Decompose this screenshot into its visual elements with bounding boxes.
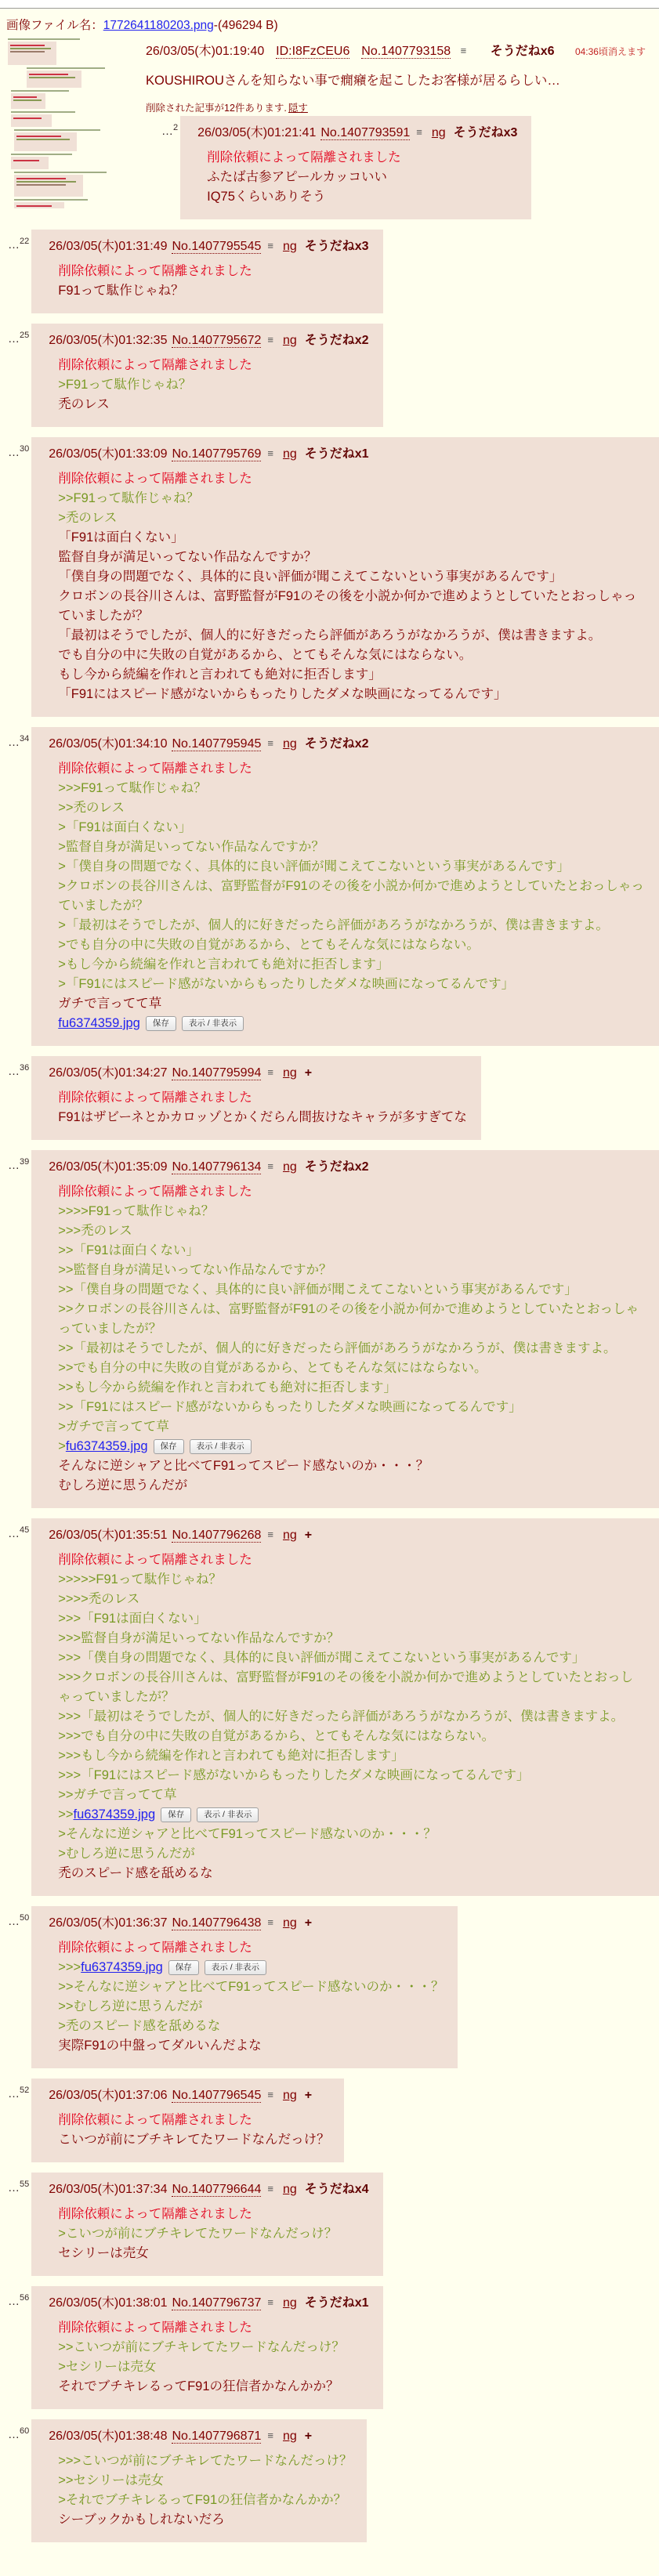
post-number[interactable]: No.1407795945: [172, 737, 262, 751]
post-header: [49, 236, 368, 254]
post-body: [58, 1182, 645, 1496]
quote-line: >>監督自身が満足いってない作品なんですか？: [58, 1263, 332, 1277]
thumb-post-block: [27, 71, 81, 88]
post-number[interactable]: No.1407795672: [172, 334, 262, 347]
thumb-red-bar: [10, 45, 45, 46]
sodane-button[interactable]: そうだねx3: [453, 126, 518, 139]
post-header: [49, 1525, 645, 1543]
post-header: [49, 2426, 352, 2444]
text-line: 禿のスピード感を舐めるな: [58, 1866, 213, 1880]
deleted-posts-text: 削除された記事が12件あります.: [146, 103, 287, 114]
quote-line: >>セシリーは売女: [58, 2473, 165, 2487]
menu-icon[interactable]: ≡: [267, 447, 273, 459]
thumb-post-header: [11, 154, 72, 155]
text-line: 実際F91の中盤ってダルいんだよな: [58, 2039, 262, 2053]
quote-line: >>こいつが前にブチキレてたワードなんだっけ？: [58, 2340, 345, 2354]
text-line: ふたば古参アピールカッコいい: [207, 170, 387, 184]
sodane-button[interactable]: そうだねx2: [304, 737, 369, 751]
toggle-visibility-button[interactable]: 表示 / 非表示: [197, 1807, 259, 1823]
post-header: [49, 2085, 329, 2103]
quarantine-notice: 削除依頼によって隔離されました: [58, 1553, 252, 1567]
post-header: [49, 443, 645, 461]
file-attachment-line: [58, 1805, 645, 1825]
sodane-button[interactable]: そうだねx3: [304, 240, 369, 253]
reply-post: [0, 1518, 659, 1896]
thumb-post-header: [11, 90, 69, 92]
quote-line: >>クロボンの長谷川さんは、富野監督がF91のその後を小説か何かで進めようとしていたとおっしゃっていましたが？: [58, 1302, 639, 1336]
quote-line: >>そんなに逆シャアと比べてF91ってスピード感ないのか・・・？: [58, 1980, 444, 1994]
quote-line: >>「僕自身の問題でなく、具体的に良い評価が聞こえてこないという事実があるんです」: [58, 1283, 578, 1297]
post-number[interactable]: No.1407796268: [172, 1529, 262, 1542]
reply-counter: …$^{34}$: [8, 734, 30, 749]
reply-post: [0, 437, 659, 717]
post-body: [207, 148, 517, 207]
thumb-post-header: [8, 38, 80, 40]
quote-line: >それでブチキレるってF91の狂信者かなんかか？: [58, 2493, 347, 2507]
quote-line: >>>こいつが前にブチキレてたワードなんだっけ？: [58, 2454, 353, 2468]
ng-link[interactable]: ng: [282, 1916, 297, 1930]
reply-post: [0, 1056, 659, 1140]
ng-link[interactable]: ng: [282, 1160, 297, 1174]
post-body: [58, 1550, 645, 1883]
text-line: そんなに逆シャアと比べてF91ってスピード感ないのか・・・？: [58, 1459, 429, 1473]
quote-marker: >>: [58, 1807, 74, 1822]
quote-line: >>「F91は面白くない」: [58, 1243, 199, 1257]
hide-deleted-link[interactable]: 隠す: [288, 103, 308, 114]
post-header: [49, 1912, 444, 1930]
thumb-post-block: [11, 93, 45, 109]
ng-link[interactable]: ng: [282, 1529, 297, 1542]
thumb-post-header: [27, 67, 105, 69]
post-body: [58, 759, 645, 1033]
op-header: [146, 33, 659, 59]
post-timestamp: 26/03/05(木)01:38:01: [49, 2296, 168, 2310]
reply-post: [0, 230, 659, 313]
thumb-post-header: [11, 111, 75, 113]
quarantine-notice: 削除依頼によって隔離されました: [58, 2113, 252, 2127]
op-thumbnail-image[interactable]: [6, 36, 124, 208]
reply-post: [154, 116, 659, 219]
post-box: [31, 1150, 659, 1508]
reply-post: [0, 2173, 659, 2276]
post-header: [49, 733, 645, 751]
reply-post: [0, 2079, 659, 2162]
reply-counter: …$^{25}$: [8, 331, 30, 346]
menu-icon[interactable]: ≡: [267, 2296, 273, 2308]
reply-counter: …$^{39}$: [8, 1157, 30, 1172]
quote-line: >>>>禿のレス: [58, 1592, 140, 1606]
post-number[interactable]: No.1407796134: [172, 1160, 262, 1174]
sodane-button[interactable]: そうだねx4: [304, 2183, 369, 2196]
quote-line: >>>でも自分の中に失敗の自覚があるから、とてもそんな気にはならない。: [58, 1729, 495, 1743]
ng-link[interactable]: ng: [282, 334, 297, 347]
thumb-text-bar: [10, 51, 45, 52]
quote-line: >監督自身が満足いってない作品なんですか？: [58, 840, 324, 854]
reply-counter: …$^{55}$: [8, 2180, 30, 2194]
post-timestamp: 26/03/05(木)01:37:34: [49, 2183, 168, 2196]
menu-icon[interactable]: ≡: [267, 1160, 273, 1172]
thread: [0, 33, 659, 2576]
thumb-post-block: [14, 132, 77, 151]
text-line: 「F91にはスピード感がないからもったりしたダメな映画になってるんです」: [58, 687, 507, 701]
quote-line: >もし今から続編を作れと言われても絶対に拒否します」: [58, 957, 389, 971]
thumb-post-header: [14, 172, 107, 173]
menu-icon[interactable]: ≡: [267, 2089, 273, 2100]
quote-line: >むしろ逆に思うんだが: [58, 1847, 195, 1861]
post-number[interactable]: No.1407795994: [172, 1066, 262, 1080]
text-line: ガチで言ってて草: [58, 997, 162, 1011]
quote-line: >>>>F91って駄作じゃね？: [58, 1204, 215, 1218]
post-box: [31, 727, 659, 1046]
thumb-post-block: [14, 202, 64, 208]
reply-counter: …$^2$: [161, 123, 179, 138]
post-timestamp: 26/03/05(木)01:21:41: [197, 126, 317, 139]
ng-link[interactable]: ng: [282, 2183, 297, 2196]
thumb-post-block: [14, 175, 83, 197]
reply-post: [0, 727, 659, 1046]
quarantine-notice: 削除依頼によって隔離されました: [58, 2207, 252, 2221]
replies-list: [0, 116, 659, 2576]
menu-icon[interactable]: ≡: [267, 1529, 273, 1540]
reply-counter: …$^{52}$: [8, 2086, 30, 2100]
thumb-red-bar: [16, 178, 66, 179]
quarantine-notice: 削除依頼によって隔離されました: [58, 1185, 252, 1199]
text-line: 「F91は面白くない」: [58, 530, 184, 545]
reply-post: [0, 1906, 659, 2068]
save-button[interactable]: 保存: [161, 1807, 191, 1823]
quote-line: >でも自分の中に失敗の自覚があるから、とてもそんな気にはならない。: [58, 938, 480, 952]
reply-counter: …$^{36}$: [8, 1063, 30, 1078]
thumb-text-bar: [10, 48, 51, 49]
post-body: [58, 1088, 467, 1127]
file-attachment-line: [58, 1958, 444, 1977]
post-timestamp: 26/03/05(木)01:33:09: [49, 447, 168, 461]
reply-post: [0, 1150, 659, 1508]
quarantine-notice: 削除依頼によって隔離されました: [58, 264, 252, 278]
text-line: むしろ逆に思うんだが: [58, 1478, 188, 1492]
menu-icon[interactable]: ≡: [416, 126, 422, 138]
post-header: [49, 330, 368, 348]
post-body: [58, 262, 368, 301]
reply-counter: …$^{60}$: [8, 2426, 30, 2441]
ng-link[interactable]: ng: [282, 1066, 297, 1080]
file-name-link[interactable]: 1772641180203.png: [103, 19, 214, 32]
post-number[interactable]: No.1407796737: [172, 2296, 262, 2310]
sodane-button[interactable]: そうだねx2: [304, 334, 369, 347]
thumb-red-bar: [16, 136, 61, 137]
toggle-visibility-button[interactable]: 表示 / 非表示: [190, 1439, 252, 1455]
reply-post: [0, 2419, 659, 2542]
menu-icon[interactable]: ≡: [267, 1916, 273, 1928]
menu-icon[interactable]: ≡: [267, 2429, 273, 2441]
sodane-button[interactable]: +: [304, 2429, 313, 2443]
text-line: シーブックかもしれないだろ: [58, 2513, 225, 2527]
save-button[interactable]: 保存: [168, 1960, 199, 1976]
text-line: もし今から続編を作れと言われても絶対に拒否します」: [58, 668, 382, 682]
quote-line: >禿のレス: [58, 511, 118, 525]
sodane-button[interactable]: +: [304, 1066, 313, 1080]
menu-icon[interactable]: ≡: [460, 45, 467, 56]
post-timestamp: 26/03/05(木)01:35:51: [49, 1529, 168, 1542]
post-number[interactable]: No.1407795769: [172, 447, 262, 461]
quote-line: >>でも自分の中に失敗の自覚があるから、とてもそんな気にはならない。: [58, 1361, 487, 1375]
reply-counter: …$^{56}$: [8, 2293, 30, 2308]
file-label: 画像ファイル名：: [6, 19, 103, 32]
post-box: [180, 116, 531, 219]
post-timestamp: 26/03/05(木)01:31:49: [49, 240, 168, 253]
quote-line: >>もし今から続編を作れと言われても絶対に拒否します」: [58, 1380, 397, 1395]
post-timestamp: 26/03/05(木)01:35:09: [49, 1160, 168, 1174]
quote-line: >>>クロボンの長谷川さんは、富野監督がF91のその後を小説か何かで進めようとしていたとおっしゃっていましたが？: [58, 1670, 634, 1704]
thumb-text-bar: [16, 181, 76, 183]
quote-line: >>>「F91は面白くない」: [58, 1612, 207, 1626]
quarantine-notice: 削除依頼によって隔離されました: [207, 150, 401, 165]
sodane-button[interactable]: そうだねx1: [304, 447, 369, 461]
post-timestamp: 26/03/05(木)01:34:10: [49, 737, 168, 751]
text-line: IQ75くらいありそう: [207, 190, 326, 204]
post-body: [58, 2111, 329, 2150]
quote-line: >>>監督自身が満足いってない作品なんですか？: [58, 1631, 340, 1645]
quote-marker: >>>: [58, 1960, 81, 1974]
quote-line: >ガチで言ってて草: [58, 1420, 169, 1434]
thumb-text-bar: [13, 99, 42, 101]
thumb-post-block: [11, 114, 52, 127]
post-body: [58, 469, 645, 704]
quote-line: >>禿のレス: [58, 801, 125, 815]
sodane-button[interactable]: そうだねx1: [304, 2296, 369, 2310]
reply-post: [0, 2286, 659, 2409]
text-line: 禿のレス: [58, 397, 110, 411]
post-box: [31, 2173, 382, 2276]
text-line: こいつが前にブチキレてたワードなんだっけ？: [58, 2133, 330, 2147]
quarantine-notice: 削除依頼によって隔離されました: [58, 472, 252, 486]
ng-link[interactable]: ng: [431, 126, 446, 139]
menu-icon[interactable]: ≡: [267, 2183, 273, 2194]
attachment-link[interactable]: fu6374359.jpg: [65, 1439, 148, 1453]
quote-line: >>ガチで言ってて草: [58, 1788, 177, 1802]
reply-counter: …$^{50}$: [8, 1913, 30, 1928]
text-line: 「僕自身の問題でなく、具体的に良い評価が聞こえてこないという事実があるんです」: [58, 570, 563, 584]
post-body: [58, 356, 368, 414]
post-header: [49, 2179, 368, 2197]
sodane-button[interactable]: そうだねx6: [490, 45, 555, 58]
quote-line: >>>>>F91って駄作じゃね？: [58, 1572, 222, 1586]
post-body: [58, 2205, 368, 2263]
quote-line: >「F91は面白くない」: [58, 820, 192, 834]
post-box: [31, 1518, 659, 1896]
thumb-text-bar: [16, 184, 66, 186]
toggle-visibility-button[interactable]: 表示 / 非表示: [205, 1960, 266, 1976]
quote-line: >こいつが前にブチキレてたワードなんだっけ？: [58, 2227, 338, 2241]
menu-icon[interactable]: ≡: [267, 1066, 273, 1078]
reply-counter: …$^{45}$: [8, 1525, 30, 1540]
post-box: [31, 324, 382, 427]
quote-line: >「F91にはスピード感がないからもったりしたダメな映画になってるんです」: [58, 977, 515, 991]
save-button[interactable]: 保存: [146, 1016, 176, 1032]
menu-icon[interactable]: ≡: [267, 334, 273, 346]
op-poster-id[interactable]: ID:I8FzCEU6: [276, 45, 350, 58]
thumb-red-bar: [13, 118, 42, 119]
text-line: F91はザビーネとかカロッゾとかくだらん間抜けなキャラが多すぎてな: [58, 1110, 467, 1124]
op-body-text: KOUSHIROUさんを知らない事で癇癪を起こしたお客様が居るらしい…: [146, 74, 560, 88]
reply-counter: …$^{30}$: [8, 444, 30, 459]
toggle-visibility-button[interactable]: 表示 / 非表示: [182, 1016, 244, 1032]
quote-line: >>>「最初はそうでしたが、個人的に好きだったら評価があろうがなかろうが、僕は書きますよ。: [58, 1709, 625, 1724]
post-timestamp: 26/03/05(木)01:36:37: [49, 1916, 168, 1930]
post-number[interactable]: No.1407796871: [172, 2429, 262, 2443]
post-number[interactable]: No.1407796644: [172, 2183, 262, 2196]
ng-link[interactable]: ng: [282, 737, 297, 751]
quote-line: >>むしろ逆に思うんだが: [58, 1999, 203, 2013]
thumb-red-bar: [16, 205, 52, 207]
post-box: [31, 1056, 481, 1140]
thumb-post-block: [11, 157, 49, 169]
thumb-post-block: [8, 42, 56, 65]
quote-line: >そんなに逆シャアと比べてF91ってスピード感ないのか・・・？: [58, 1827, 436, 1841]
post-box: [31, 2419, 366, 2542]
post-box: [31, 2286, 382, 2409]
quote-line: >「僕自身の問題でなく、具体的に良い評価が聞こえてこないという事実があるんです」: [58, 859, 570, 874]
quote-line: >>>もし今から続編を作れと言われても絶対に拒否します」: [58, 1749, 404, 1763]
reply-post: [0, 324, 659, 427]
op-timestamp: 26/03/05(木)01:19:40: [146, 45, 265, 58]
post-number[interactable]: No.1407793591: [320, 126, 411, 139]
post-header: [49, 1156, 645, 1174]
post-number[interactable]: No.1407796545: [172, 2089, 262, 2102]
text-line: F91って駄作じゃね？: [58, 284, 184, 298]
thumb-text-bar: [29, 77, 75, 78]
quarantine-notice: 削除依頼によって隔離されました: [58, 762, 252, 776]
post-number[interactable]: No.1407796438: [172, 1916, 262, 1930]
op-post: [146, 33, 659, 114]
ng-link[interactable]: ng: [282, 2296, 297, 2310]
quote-line: >>>禿のレス: [58, 1224, 132, 1238]
quarantine-notice: 削除依頼によって隔離されました: [58, 2321, 252, 2335]
quote-line: >>F91って駄作じゃね？: [58, 491, 199, 505]
post-timestamp: 26/03/05(木)01:32:35: [49, 334, 168, 347]
thumb-red-bar: [13, 160, 39, 161]
post-box: [31, 437, 659, 717]
attachment-link[interactable]: fu6374359.jpg: [73, 1807, 156, 1822]
thumb-post-header: [14, 199, 88, 201]
sodane-button[interactable]: +: [304, 2089, 313, 2102]
quote-line: >禿のスピード感を舐めるな: [58, 2019, 221, 2033]
file-attachment-line: [58, 1437, 645, 1456]
attachment-link[interactable]: fu6374359.jpg: [81, 1960, 163, 1974]
quote-line: >>「最初はそうでしたが、個人的に好きだったら評価があろうがなかろうが、僕は書きますよ。: [58, 1341, 617, 1355]
text-line: でも自分の中に失敗の自覚があるから、とてもそんな気にはならない。: [58, 648, 473, 662]
quote-line: >>>F91って駄作じゃね？: [58, 781, 207, 795]
thumb-text-bar: [16, 139, 70, 140]
expire-notice: 04:36頃消えます: [574, 46, 646, 57]
attachment-link[interactable]: fu6374359.jpg: [58, 1016, 140, 1030]
post-timestamp: 26/03/05(木)01:37:06: [49, 2089, 168, 2102]
quote-marker: >: [58, 1439, 66, 1453]
file-size: -(496294 B): [213, 19, 278, 32]
text-line: 「最初はそうでしたが、個人的に好きだったら評価があろうがなかろうが、僕は書きますよ。: [58, 628, 602, 642]
menu-icon[interactable]: ≡: [267, 737, 273, 749]
sodane-button[interactable]: +: [304, 1916, 313, 1930]
post-body: [58, 2318, 368, 2397]
quarantine-notice: 削除依頼によって隔離されました: [58, 358, 252, 372]
reply-counter: …$^{22}$: [8, 237, 30, 251]
file-info-line: [6, 16, 659, 33]
quote-line: >>>「F91にはスピード感がないからもったりしたダメな映画になってるんです」: [58, 1768, 530, 1782]
quarantine-notice: 削除依頼によって隔離されました: [58, 1941, 252, 1955]
text-line: クロボンの長谷川さんは、富野監督がF91のその後を小説か何かで進めようとしていたとおっしゃっていましたが？: [58, 589, 637, 623]
ng-link[interactable]: ng: [282, 2089, 297, 2102]
text-line: 監督自身が満足いってない作品なんですか？: [58, 550, 317, 564]
file-attachment-line: [58, 1014, 645, 1033]
post-box: [31, 1906, 458, 2068]
quote-line: >>>「僕自身の問題でなく、具体的に良い評価が聞こえてこないという事実があるんです」: [58, 1651, 585, 1665]
ng-link[interactable]: ng: [282, 447, 297, 461]
deleted-posts-notice: [146, 100, 659, 114]
text-line: それでブチキレるってF91の狂信者かなんかか？: [58, 2379, 339, 2393]
menu-icon[interactable]: ≡: [267, 240, 273, 251]
op-post-number[interactable]: No.1407793158: [361, 45, 451, 58]
ng-link[interactable]: ng: [282, 240, 297, 253]
post-number[interactable]: No.1407795545: [172, 240, 262, 253]
sodane-button[interactable]: +: [304, 1529, 313, 1542]
post-header: [49, 1062, 467, 1080]
quote-line: >クロボンの長谷川さんは、富野監督がF91のその後を小説か何かで進めようとしていたとおっしゃっていましたが？: [58, 879, 644, 913]
post-timestamp: 26/03/05(木)01:38:48: [49, 2429, 168, 2443]
thumb-post-header: [14, 129, 100, 131]
quarantine-notice: 削除依頼によって隔離されました: [58, 1091, 252, 1105]
top-divider: [0, 0, 659, 9]
quote-line: >F91って駄作じゃね？: [58, 378, 192, 392]
text-line: セシリーは売女: [58, 2246, 149, 2260]
post-body: [58, 2451, 352, 2530]
quote-line: >「最初はそうでしたが、個人的に好きだったら評価があろうがなかろうが、僕は書きますよ。: [58, 918, 609, 932]
post-box: [31, 230, 382, 313]
ng-link[interactable]: ng: [282, 2429, 297, 2443]
post-box: [31, 2079, 343, 2162]
quote-line: >>「F91にはスピード感がないからもったりしたダメな映画になってるんです」: [58, 1400, 522, 1414]
quote-line: >セシリーは売女: [58, 2360, 157, 2374]
thumb-red-bar: [13, 96, 37, 98]
save-button[interactable]: 保存: [154, 1439, 184, 1455]
post-timestamp: 26/03/05(木)01:34:27: [49, 1066, 168, 1080]
post-body: [58, 1938, 444, 2056]
thumb-red-bar: [29, 74, 68, 75]
post-header: [49, 2292, 368, 2310]
sodane-button[interactable]: そうだねx2: [304, 1160, 369, 1174]
post-header: [197, 122, 517, 140]
